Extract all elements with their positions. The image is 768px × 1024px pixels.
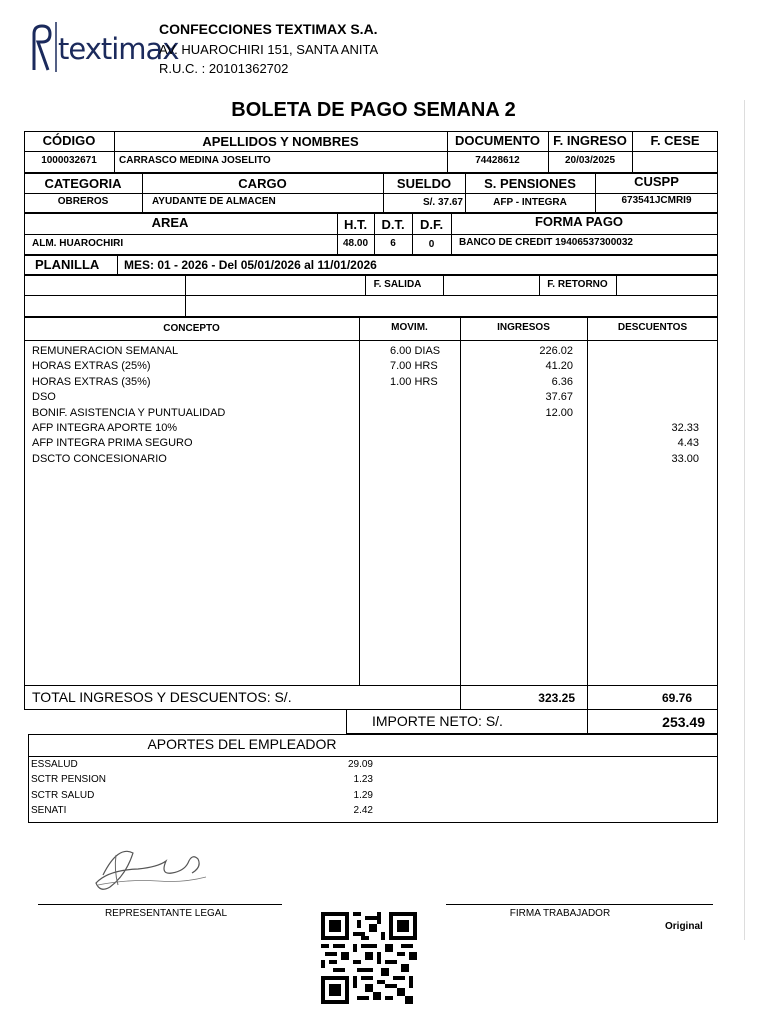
qr-code-icon	[321, 912, 417, 1004]
aporte-value: 29.09	[347, 759, 373, 770]
neto-value: 253.49	[662, 714, 705, 730]
signature-line-legal	[38, 904, 282, 905]
value-pensiones: AFP - INTEGRA	[493, 197, 567, 208]
label-categoria: CATEGORIA	[44, 176, 122, 191]
label-ingreso: F. INGRESO	[553, 133, 627, 148]
row-ingreso: 12.00	[545, 406, 573, 419]
aporte-label: SENATI	[31, 804, 67, 816]
label-planilla: PLANILLA	[35, 257, 100, 272]
company-address: AV. HUAROCHIRI 151, SANTA ANITA	[159, 42, 379, 57]
aporte-value: 1.29	[353, 789, 373, 801]
table-row	[32, 436, 712, 451]
col-header-descuentos: DESCUENTOS	[617, 322, 688, 333]
row-movim: 1.00 HRS	[390, 375, 438, 388]
blank-row	[24, 296, 718, 317]
label-pensiones: S. PENSIONES	[484, 176, 576, 191]
table-row	[32, 375, 712, 390]
logo-mark-icon	[30, 20, 60, 76]
original-label: Original	[665, 921, 703, 932]
value-area: ALM. HUAROCHIRI	[32, 238, 124, 249]
page-edge	[744, 100, 745, 940]
row-descuento: 32.33	[671, 421, 699, 434]
company-logo	[30, 20, 179, 78]
value-cargo: AYUDANTE DE ALMACEN	[152, 196, 276, 207]
logo-text: textimax	[58, 32, 179, 66]
label-df: D.F.	[419, 217, 444, 232]
table-row	[32, 421, 712, 436]
row-concepto: DSO	[32, 391, 56, 404]
table-row	[32, 452, 712, 467]
table-row	[32, 344, 712, 359]
col-header-movim: MOVIM.	[391, 322, 428, 333]
totals-label: TOTAL INGRESOS Y DESCUENTOS: S/.	[32, 689, 292, 705]
signature-line-trabajador	[446, 904, 713, 905]
neto-label: IMPORTE NETO: S/.	[372, 713, 503, 729]
value-df: 0	[428, 239, 435, 250]
value-forma-pago: BANCO DE CREDIT 19406537300032	[459, 237, 633, 248]
concept-rows	[32, 344, 712, 467]
col-header-ingresos: INGRESOS	[497, 322, 550, 333]
table-row	[32, 359, 712, 374]
label-dt: D.T.	[381, 217, 405, 232]
aporte-row	[31, 772, 381, 787]
table-row	[32, 390, 712, 405]
value-ht: 48.00	[342, 238, 369, 249]
row-concepto: AFP INTEGRA APORTE 10%	[32, 421, 178, 434]
value-nombres: CARRASCO MEDINA JOSELITO	[119, 155, 271, 166]
row-concepto: HORAS EXTRAS (35%)	[32, 375, 151, 388]
rep-legal-label: REPRESENTANTE LEGAL	[104, 908, 228, 919]
col-header-concepto: CONCEPTO	[163, 323, 220, 334]
row-concepto: HORAS EXTRAS (25%)	[32, 360, 151, 373]
totals-descuentos: 69.76	[661, 691, 692, 705]
signature-icon	[88, 835, 218, 900]
label-retorno: F. RETORNO	[547, 279, 608, 290]
label-cargo: CARGO	[238, 176, 287, 191]
aporte-row	[31, 803, 381, 818]
value-dt: 6	[390, 238, 396, 249]
value-categoria: OBREROS	[57, 196, 109, 207]
row-concepto: DSCTO CONCESIONARIO	[32, 452, 167, 465]
table-row	[32, 406, 712, 421]
value-cuspp: 673541JCMRI9	[621, 195, 692, 206]
aportes-title: APORTES DEL EMPLEADOR	[147, 736, 337, 752]
label-salida: F. SALIDA	[373, 279, 422, 290]
page-title: BOLETA DE PAGO SEMANA 2	[231, 99, 516, 121]
firma-trabajador-label: FIRMA TRABAJADOR	[509, 908, 611, 919]
label-nombres: APELLIDOS Y NOMBRES	[202, 134, 359, 149]
totals-ingresos: 323.25	[538, 691, 575, 705]
value-ingreso: 20/03/2025	[564, 155, 616, 166]
row-ingreso: 226.02	[539, 345, 573, 357]
aportes-rows	[31, 757, 381, 818]
aporte-label: ESSALUD	[31, 759, 78, 770]
aporte-label: SCTR SALUD	[31, 789, 95, 801]
row-movim: 6.00 DIAS	[390, 345, 441, 357]
aporte-value: 1.23	[353, 774, 373, 786]
aporte-value: 2.42	[353, 804, 373, 816]
label-cese: F. CESE	[650, 133, 700, 148]
aporte-label: SCTR PENSION	[31, 774, 107, 786]
row-concepto: BONIF. ASISTENCIA Y PUNTUALIDAD	[32, 406, 226, 419]
value-documento: 74428612	[475, 155, 520, 166]
label-forma-pago: FORMA PAGO	[534, 214, 624, 229]
label-ht: H.T.	[343, 217, 368, 232]
row-descuento: 33.00	[671, 452, 699, 465]
row-movim: 7.00 HRS	[390, 360, 438, 373]
aporte-row	[31, 757, 381, 772]
row-ingreso: 37.67	[545, 391, 573, 404]
value-codigo: 1000032671	[41, 155, 97, 166]
company-name: CONFECCIONES TEXTIMAX S.A.	[159, 21, 378, 37]
label-codigo: CÓDIGO	[42, 133, 96, 148]
company-ruc: R.U.C. : 20101362702	[159, 61, 289, 76]
label-sueldo: SUELDO	[396, 176, 452, 191]
row-ingreso: 6.36	[551, 375, 573, 388]
value-planilla: MES: 01 - 2026 - Del 05/01/2026 al 11/01/2026	[124, 258, 377, 272]
value-sueldo: S/. 37.67	[422, 197, 463, 208]
row-ingreso: 41.20	[545, 360, 573, 373]
label-documento: DOCUMENTO	[455, 133, 540, 148]
label-area: AREA	[151, 215, 189, 230]
aporte-row	[31, 788, 381, 803]
label-cuspp: CUSPP	[634, 174, 679, 189]
row-concepto: REMUNERACION SEMANAL	[32, 345, 179, 357]
row-descuento: 4.43	[677, 437, 699, 450]
row-concepto: AFP INTEGRA PRIMA SEGURO	[32, 437, 193, 450]
